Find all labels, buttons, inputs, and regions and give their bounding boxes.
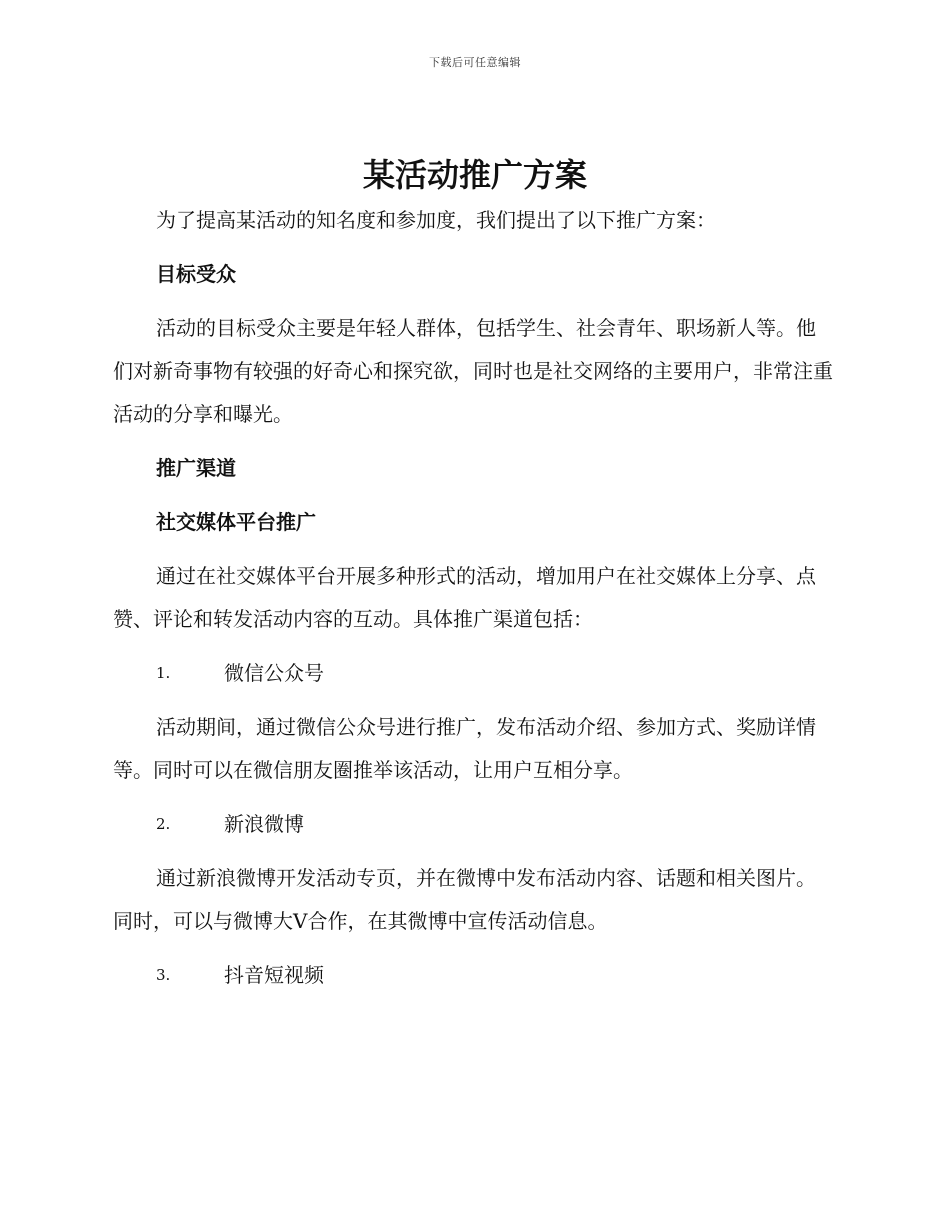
list-item-number: 2. bbox=[156, 815, 171, 833]
list-item-label: 抖音短视频 bbox=[224, 963, 324, 987]
page-header-note: 下载后可任意编辑 bbox=[429, 56, 521, 69]
list-item bbox=[113, 652, 833, 695]
sub-heading-social-media: 社交媒体平台推广 bbox=[156, 510, 316, 534]
list-item bbox=[113, 803, 833, 846]
intro-paragraph: 为了提高某活动的知名度和参加度，我们提出了以下推广方案： bbox=[156, 208, 716, 232]
list-item-label: 微信公众号 bbox=[224, 661, 324, 685]
section-heading-audience: 目标受众 bbox=[156, 262, 236, 286]
list-item bbox=[113, 954, 833, 997]
document-title: 某活动推广方案 bbox=[362, 156, 587, 194]
item-paragraph-wechat: 活动期间，通过微信公众号进行推广，发布活动介绍、参加方式、奖励详情等。同时可以在微信朋友圈推举该活动，让用户互相分享。 bbox=[113, 715, 816, 782]
document-body bbox=[113, 199, 833, 997]
section-heading-channels: 推广渠道 bbox=[156, 456, 236, 480]
list-item-label: 新浪微博 bbox=[224, 812, 304, 836]
item-paragraph-weibo: 通过新浪微博开发活动专页，并在微博中发布活动内容、话题和相关图片。同时，可以与微博大V合作，在其微博中宣传活动信息。 bbox=[113, 866, 816, 933]
list-item-number: 3. bbox=[156, 966, 171, 984]
channels-paragraph: 通过在社交媒体平台开展多种形式的活动，增加用户在社交媒体上分享、点赞、评论和转发活动内容的互动。具体推广渠道包括： bbox=[113, 564, 816, 631]
audience-paragraph: 活动的目标受众主要是年轻人群体，包括学生、社会青年、职场新人等。他们对新奇事物有较强的好奇心和探究欲，同时也是社交网络的主要用户，非常注重活动的分享和曝光。 bbox=[113, 316, 833, 426]
list-item-number: 1. bbox=[156, 664, 171, 682]
